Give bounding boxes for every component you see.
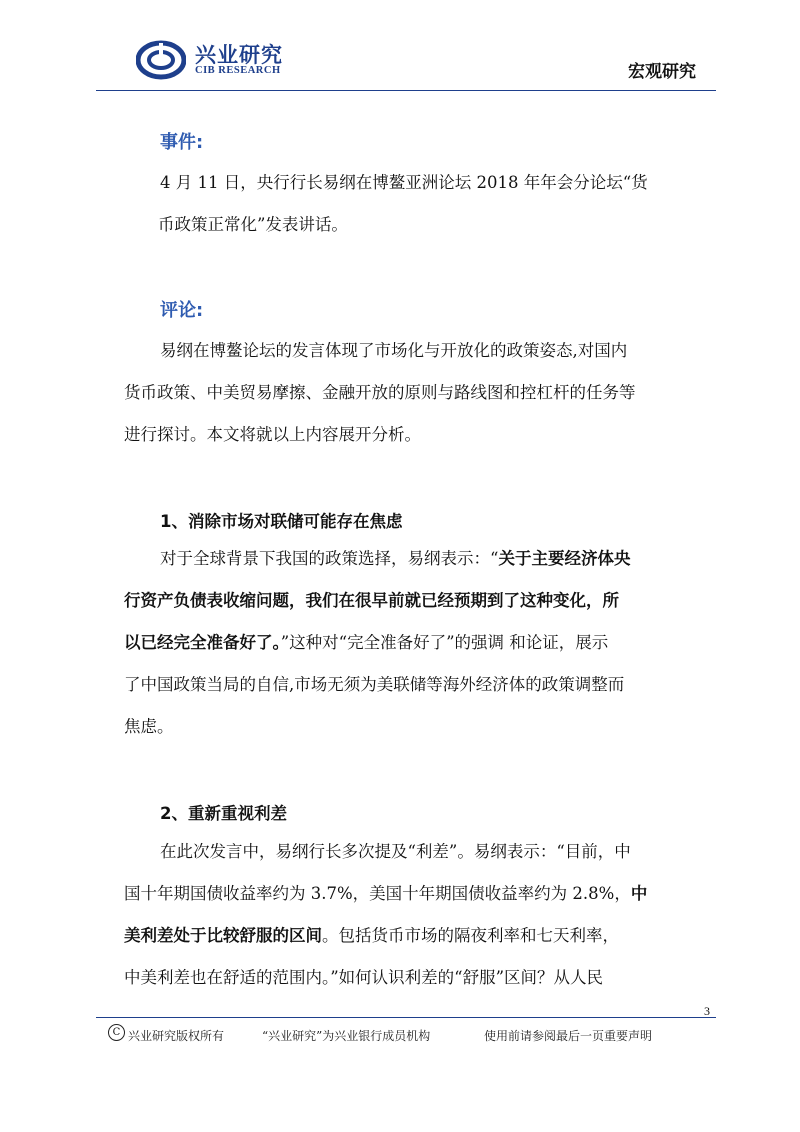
section2-line-2-bold: 中 <box>630 884 648 903</box>
section1-line-2-bold: 行资产负债表收缩问题，我们在很早前就已经预期到了这种变化，所 <box>124 591 619 610</box>
copyright-icon: C <box>108 1024 125 1041</box>
section2-line-3-plain: 。包括货币市场的隔夜利率和七天利率， <box>322 926 619 945</box>
header-divider <box>96 90 716 91</box>
footer-divider <box>96 1017 716 1018</box>
brand-name-cn: 兴业研究 <box>195 43 283 67</box>
section2-line-2-plain: 国十年期国债收益率约为 3.7%，美国十年期国债收益率约为 2.8%， <box>124 884 631 903</box>
section1-paragraph <box>124 538 695 748</box>
section2-line-4: 中美利差也在舒适的范围内。”如何认识利差的“舒服”区间？从人民 <box>124 968 604 987</box>
section1-line-1-bold: 关于主要经济体央 <box>498 549 631 568</box>
event-heading: 事件: <box>160 132 204 153</box>
event-line-2: 币政策正常化”发表讲话。 <box>158 215 348 234</box>
page-number: 3 <box>704 1004 710 1018</box>
section2-title: 2、重新重视利差 <box>160 804 287 823</box>
comment-line-2: 货币政策、中美贸易摩擦、金融开放的原则与路线图和控杠杆的任务等 <box>124 383 636 402</box>
section2-line-1: 在此次发言中，易纲行长多次提及“利差”。易纲表示：“目前，中 <box>160 842 631 861</box>
section2-line-3-bold: 美利差处于比较舒服的区间 <box>124 926 322 945</box>
section1-line-4: 了中国政策当局的自信,市场无须为美联储等海外经济体的政策调整而 <box>124 675 625 694</box>
brand-name-en: CIB RESEARCH <box>195 65 281 76</box>
section1-title: 1、消除市场对联储可能存在焦虑 <box>160 512 403 531</box>
section2-paragraph <box>124 831 695 999</box>
comment-paragraph <box>124 330 695 456</box>
section1-line-5: 焦虑。 <box>124 717 174 736</box>
section2-line-3 <box>124 915 695 957</box>
section-title: 宏观研究 <box>628 62 696 82</box>
event-line-1: 4 月 11 日，央行行长易纲在博鳌亚洲论坛 2018 年年会分论坛“货 <box>160 173 648 192</box>
cib-logo-icon <box>136 40 186 80</box>
comment-heading: 评论: <box>160 300 204 321</box>
section1-line-1-plain: 对于全球背景下我国的政策选择，易纲表示：“ <box>160 549 499 568</box>
comment-line-1: 易纲在博鳌论坛的发言体现了市场化与开放化的政策姿态,对国内 <box>160 341 628 360</box>
section1-line-3-plain: ”这种对“完全准备好了”的强调 和论证，展示 <box>280 633 609 652</box>
section1-line-1 <box>160 538 695 580</box>
section1-line-3-bold: 以已经完全准备好了。 <box>124 633 281 652</box>
footer-disclaimer: 使用前请参阅最后一页重要声明 <box>484 1029 653 1043</box>
event-paragraph <box>160 162 695 246</box>
section2-line-2 <box>124 873 695 915</box>
section1-line-2 <box>124 580 695 622</box>
footer-copyright: 兴业研究版权所有 <box>128 1029 225 1043</box>
section1-line-3 <box>124 622 695 664</box>
footer-member: “兴业研究”为兴业银行成员机构 <box>262 1029 431 1043</box>
comment-line-3: 进行探讨。本文将就以上内容展开分析。 <box>124 425 421 444</box>
